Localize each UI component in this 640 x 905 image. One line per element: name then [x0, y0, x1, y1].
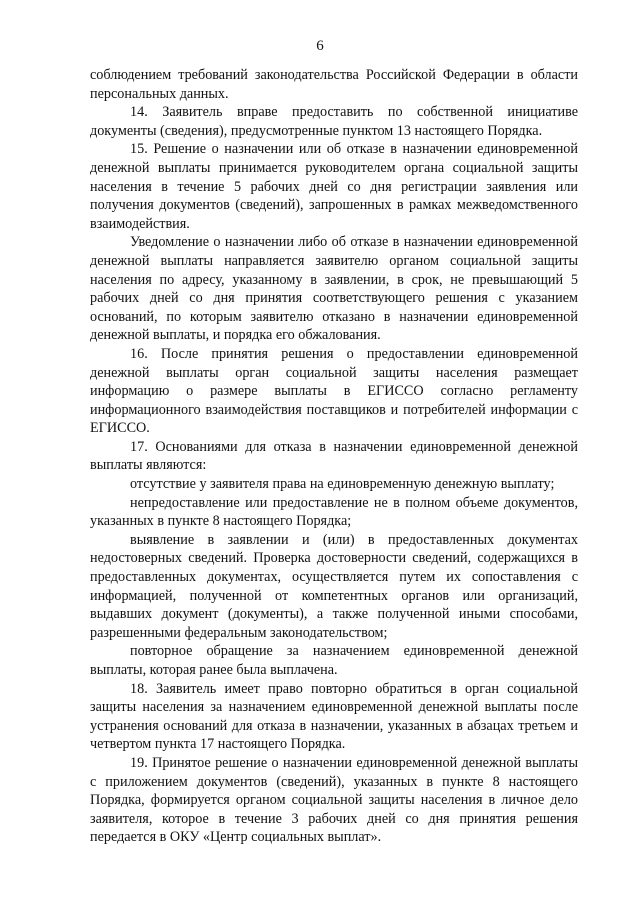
paragraph-15: 15. Решение о назначении или об отказе в назначении единовременной денежной выплаты принимается руководителем органа социальной защиты населения в течение 5 рабочих дней со дня регистрации заявления или получения документов (сведений), запрошенных в рамках межведомственного взаимодействия.: [90, 141, 578, 232]
paragraph-17: 17. Основаниями для отказа в назначении единовременной денежной выплаты являются:: [90, 438, 578, 474]
refusal-reason-2: непредоставление или предоставление не в полном объеме документов, указанных в пункте 8 настоящего Порядка;: [90, 494, 578, 530]
page-number: 6: [316, 38, 324, 54]
paragraph-16: 16. После принятия решения о предоставлении единовременной денежной выплаты орган социальной защиты населения размещает информацию о размере выплаты в ЕГИССО согласно регламенту информационного взаимодействия поставщиков и потребителей информации с ЕГИССО.: [90, 345, 578, 437]
paragraph-notification: Уведомление о назначении либо об отказе в назначении единовременной денежной выплаты направляется заявителю органом социальной защиты населения по адресу, указанному в заявлении, в срок, не превышающий 5 рабочих дней со дня принятия соответствующего решения с указанием оснований, по которым заявителю отказано в назначении единовременной денежной выплаты, и порядка его обжалования.: [90, 234, 578, 344]
refusal-reason-4: повторное обращение за назначением единовременной денежной выплаты, которая ранее была выплачена.: [90, 643, 578, 678]
paragraph-18: 18. Заявитель имеет право повторно обратиться в орган социальной защиты населения за назначением единовременной денежной выплаты после устранения оснований для отказа в назначении, указанных в абзацах третьем и четвертом пункта 17 настоящего Порядка.: [90, 680, 578, 753]
paragraph-19: 19. Принятое решение о назначении единовременной денежной выплаты с приложением документов (сведений), указанных в пункте 8 настоящего Порядка, формируется органом социальной защиты населения в личное дело заявителя, которое в течение 3 рабочих дней со дня принятия решения передается в ОКУ «Центр социальных выплат».: [90, 754, 578, 846]
refusal-reason-3: выявление в заявлении и (или) в предоставленных документах недостоверных сведений. Проверка достоверности сведений, содержащихся в предоставленных документах, осуществляется путем их сопоставления с информацией, полученной от компетентных органов или организаций, выдавших документ (документы), а также полученной иными способами, разрешенными федеральным законодательством;: [90, 531, 578, 641]
document-body: [90, 66, 578, 847]
refusal-reason-1: отсутствие у заявителя права на единовременную денежную выплату;: [130, 476, 555, 493]
paragraph-14: 14. Заявитель вправе предоставить по собственной инициативе документы (сведения), предусмотренные пунктом 13 настоящего Порядка.: [90, 104, 578, 139]
paragraph-continuation: соблюдением требований законодательства Российской Федерации в области персональных данных.: [90, 67, 578, 102]
